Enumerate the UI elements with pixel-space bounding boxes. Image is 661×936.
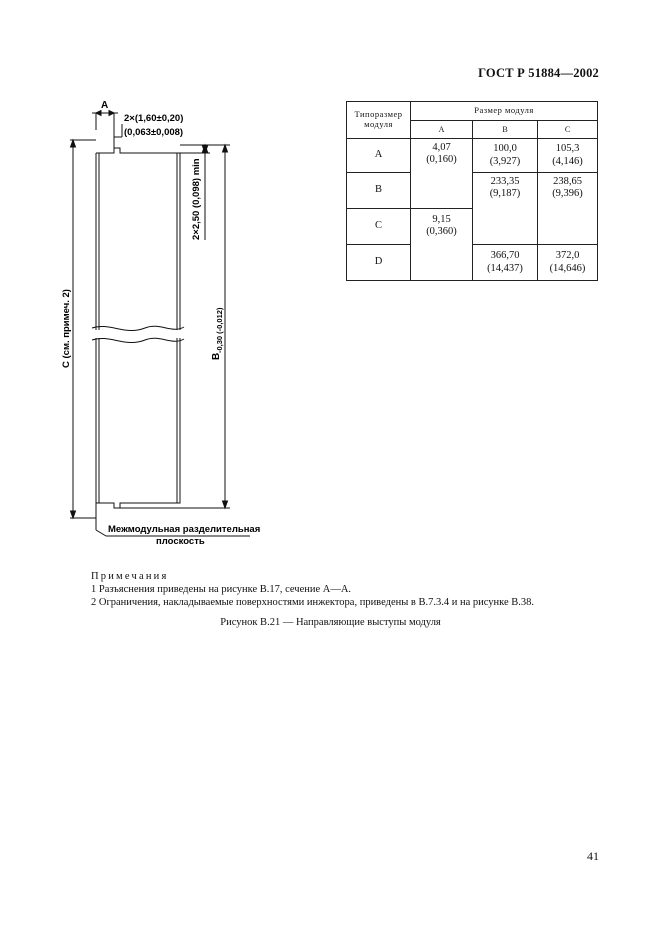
cell-a-a — [411, 139, 473, 209]
header-size: Размер модуля — [411, 102, 598, 121]
cell-value-in: (14,646) — [549, 262, 586, 274]
b-dimension: B — [211, 352, 222, 360]
cell-value-in: (14,437) — [487, 262, 523, 274]
cell-value: 238,65 — [553, 176, 582, 187]
cell-a-b — [473, 139, 538, 173]
header-type: Типоразмер модуля — [347, 102, 411, 139]
cell-d-c — [538, 245, 598, 281]
view-a-label: A — [101, 100, 109, 111]
cell-value: 9,15 — [432, 214, 451, 225]
cell-value: 366,70 — [490, 250, 520, 262]
min-dimension: 2×2,50 (0,098) min — [191, 158, 202, 240]
module-size-table — [346, 101, 598, 281]
row-type-b: B — [347, 173, 411, 209]
interface-plane-label-2: плоскость — [156, 536, 205, 547]
cell-b-c — [538, 173, 598, 245]
cell-value: 105,3 — [555, 143, 580, 155]
cell-value-in: (0,360) — [426, 226, 457, 238]
page-number: 41 — [587, 849, 599, 863]
cell-value: 100,0 — [493, 143, 517, 155]
notes-block — [91, 570, 534, 609]
header-sub-a: A — [411, 121, 473, 139]
cell-d-b — [473, 245, 538, 281]
cell-c-a — [411, 209, 473, 281]
c-dimension: C (см. примеч. 2) — [61, 289, 72, 368]
cell-value-in: (0,160) — [426, 154, 457, 166]
guide-projection-drawing — [0, 0, 340, 560]
header-sub-c: C — [538, 121, 598, 139]
note-2: 2 Ограничения, накладываемые поверхностями инжектора, приведены в В.7.3.4 и на рисунке В.38. — [91, 597, 535, 608]
interface-plane-label-1: Межмодульная разделительная — [108, 524, 261, 535]
cell-value-in: (9,187) — [489, 188, 521, 200]
width-dimension-in: (0,063±0,008) — [124, 127, 184, 138]
header-sub-b: B — [473, 121, 538, 139]
note-1: 1 Разъяснения приведены на рисунке В.17, сечение А—А. — [91, 584, 352, 595]
width-dimension-mm: 2×(1,60±0,20) — [124, 113, 184, 124]
cell-value-in: (9,396) — [552, 188, 583, 200]
row-type-d: D — [347, 245, 411, 281]
row-type-a: A — [347, 139, 411, 173]
document-header: ГОСТ Р 51884—2002 — [478, 66, 599, 80]
b-tolerance: -0,30 (-0,012) — [215, 307, 224, 353]
figure-caption: Рисунок В.21 — Направляющие выступы модуля — [220, 617, 441, 628]
cell-b-b — [473, 173, 538, 245]
notes-title: Примечания — [91, 571, 169, 582]
cell-a-c — [538, 139, 598, 173]
cell-value-in: (3,927) — [489, 155, 521, 167]
cell-value: 4,07 — [432, 142, 451, 153]
cell-value: 233,35 — [490, 176, 520, 187]
row-type-c: C — [347, 209, 411, 245]
cell-value: 372,0 — [555, 250, 580, 262]
cell-value-in: (4,146) — [552, 155, 583, 167]
